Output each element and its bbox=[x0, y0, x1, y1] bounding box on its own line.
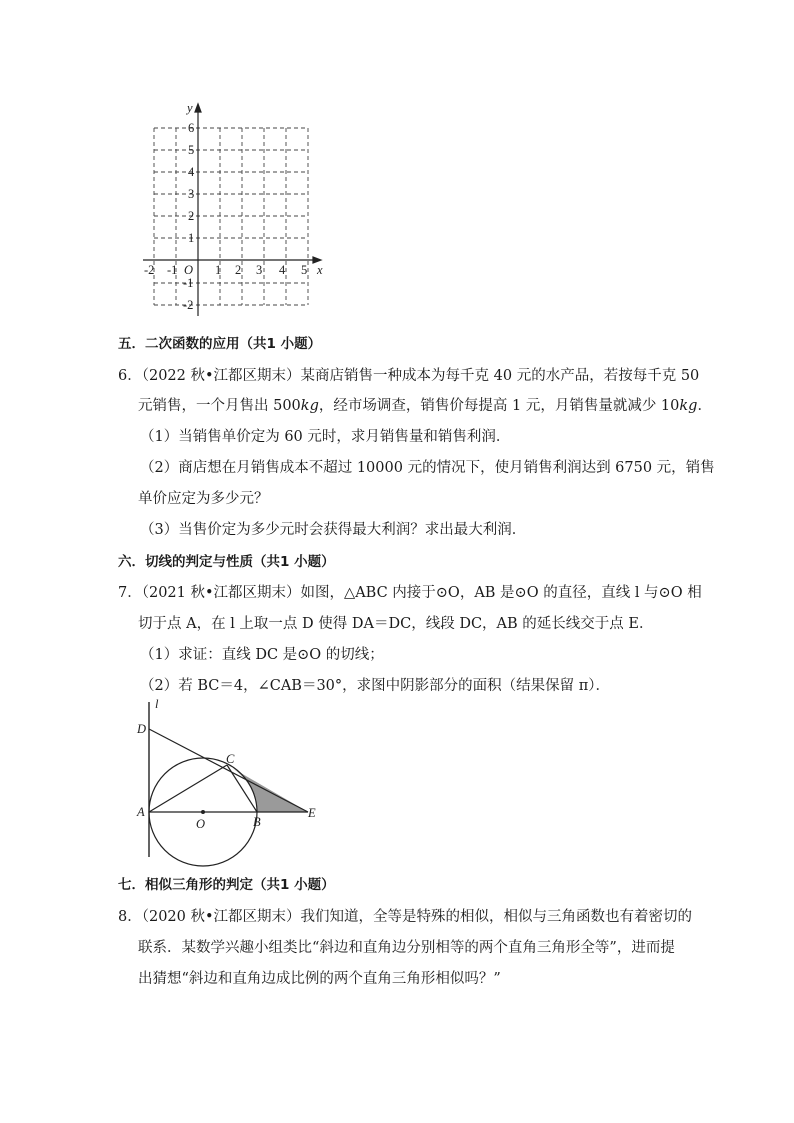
question-8-line-1: 8．（2020 秋•江都区期末）我们知道，全等是特殊的相似，相似与三角函数也有着密切的 bbox=[118, 909, 693, 925]
question-7-sub-2: （2）若 BC＝4，∠CAB＝30°，求图中阴影部分的面积（结果保留 π）． bbox=[140, 678, 611, 694]
question-8-line-3: 出猜想“斜边和直角边成比例的两个直角三角形相似吗？” bbox=[138, 971, 501, 987]
y-tick-label: 4 bbox=[188, 165, 195, 179]
question-6-sub-3: （3）当售价定为多少元时会获得最大利润？求出最大利润． bbox=[140, 522, 527, 538]
y-axis-label: y bbox=[187, 101, 193, 115]
q6-unit-kg: kg bbox=[300, 398, 319, 414]
label-a: A bbox=[137, 805, 145, 819]
y-tick-label: -1 bbox=[183, 276, 194, 290]
q6-text-c: ． bbox=[697, 398, 712, 414]
coordinate-grid-figure bbox=[135, 98, 355, 323]
y-tick-label: 3 bbox=[188, 187, 195, 201]
y-tick-label: 1 bbox=[188, 231, 195, 245]
label-d: D bbox=[137, 722, 147, 736]
y-tick-label: 5 bbox=[188, 143, 195, 157]
y-tick-label: -2 bbox=[183, 298, 194, 312]
x-tick-label: 5 bbox=[301, 263, 308, 277]
y-axis-arrow bbox=[195, 104, 201, 112]
section-heading-6: 六．切线的判定与性质（共1 小题） bbox=[118, 554, 335, 570]
grid-dashed-lines bbox=[154, 128, 308, 305]
center-point-o bbox=[201, 810, 205, 814]
segment-de bbox=[149, 729, 308, 812]
label-c: C bbox=[226, 752, 235, 766]
q6-text-b: ，经市场调查，销售价每提高 1 元，月销售量就减少 10 bbox=[318, 398, 680, 414]
x-axis-label: x bbox=[317, 263, 323, 277]
y-tick-label: 2 bbox=[188, 209, 195, 223]
section-heading-7: 七．相似三角形的判定（共1 小题） bbox=[118, 877, 335, 893]
label-o: O bbox=[196, 817, 206, 831]
section-heading-5: 五．二次函数的应用（共1 小题） bbox=[118, 336, 322, 352]
x-tick-label: 4 bbox=[279, 263, 286, 277]
q6-unit-kg: kg bbox=[679, 398, 698, 414]
label-l: l bbox=[155, 697, 159, 711]
question-8-line-2: 联系．某数学兴趣小组类比“斜边和直角边分别相等的两个直角三角形全等”，进而提 bbox=[138, 940, 675, 956]
x-tick-label: 3 bbox=[256, 263, 263, 277]
y-tick-label: 6 bbox=[188, 121, 195, 135]
x-tick-label: -2 bbox=[144, 263, 155, 277]
question-6-line-1: 6．（2022 秋•江都区期末）某商店销售一种成本为每千克 40 元的水产品，若按每千克 50 bbox=[118, 368, 700, 384]
question-7-line-2: 切于点 A，在 l 上取一点 D 使得 DA＝DC，线段 DC，AB 的延长线交于点 E． bbox=[138, 616, 654, 632]
x-tick-label: 1 bbox=[215, 263, 222, 277]
segment-ac bbox=[149, 765, 227, 812]
axes bbox=[143, 104, 321, 316]
question-6-sub-2: （2）商店想在月销售成本不超过 10000 元的情况下，使月销售利润达到 6750 元，销售 bbox=[140, 460, 715, 476]
label-e: E bbox=[308, 806, 316, 820]
question-6-sub-1: （1）当销售单价定为 60 元时，求月销售量和销售利润． bbox=[140, 429, 511, 445]
geometry-figure bbox=[133, 697, 333, 867]
q6-text-a: 元销售，一个月售出 500 bbox=[138, 398, 301, 414]
question-7-sub-1: （1）求证：直线 DC 是⊙O 的切线； bbox=[140, 647, 384, 663]
origin-label: O bbox=[184, 263, 194, 277]
x-tick-label: 2 bbox=[235, 263, 242, 277]
label-b: B bbox=[253, 815, 261, 829]
question-7-line-1: 7．（2021 秋•江都区期末）如图，△ABC 内接于⊙O，AB 是⊙O 的直径，直线 l 与⊙O 相 bbox=[118, 585, 702, 601]
question-6-line-2 bbox=[138, 394, 712, 415]
x-tick-label: -1 bbox=[167, 263, 178, 277]
question-6-sub-2-cont: 单价应定为多少元？ bbox=[138, 491, 269, 507]
